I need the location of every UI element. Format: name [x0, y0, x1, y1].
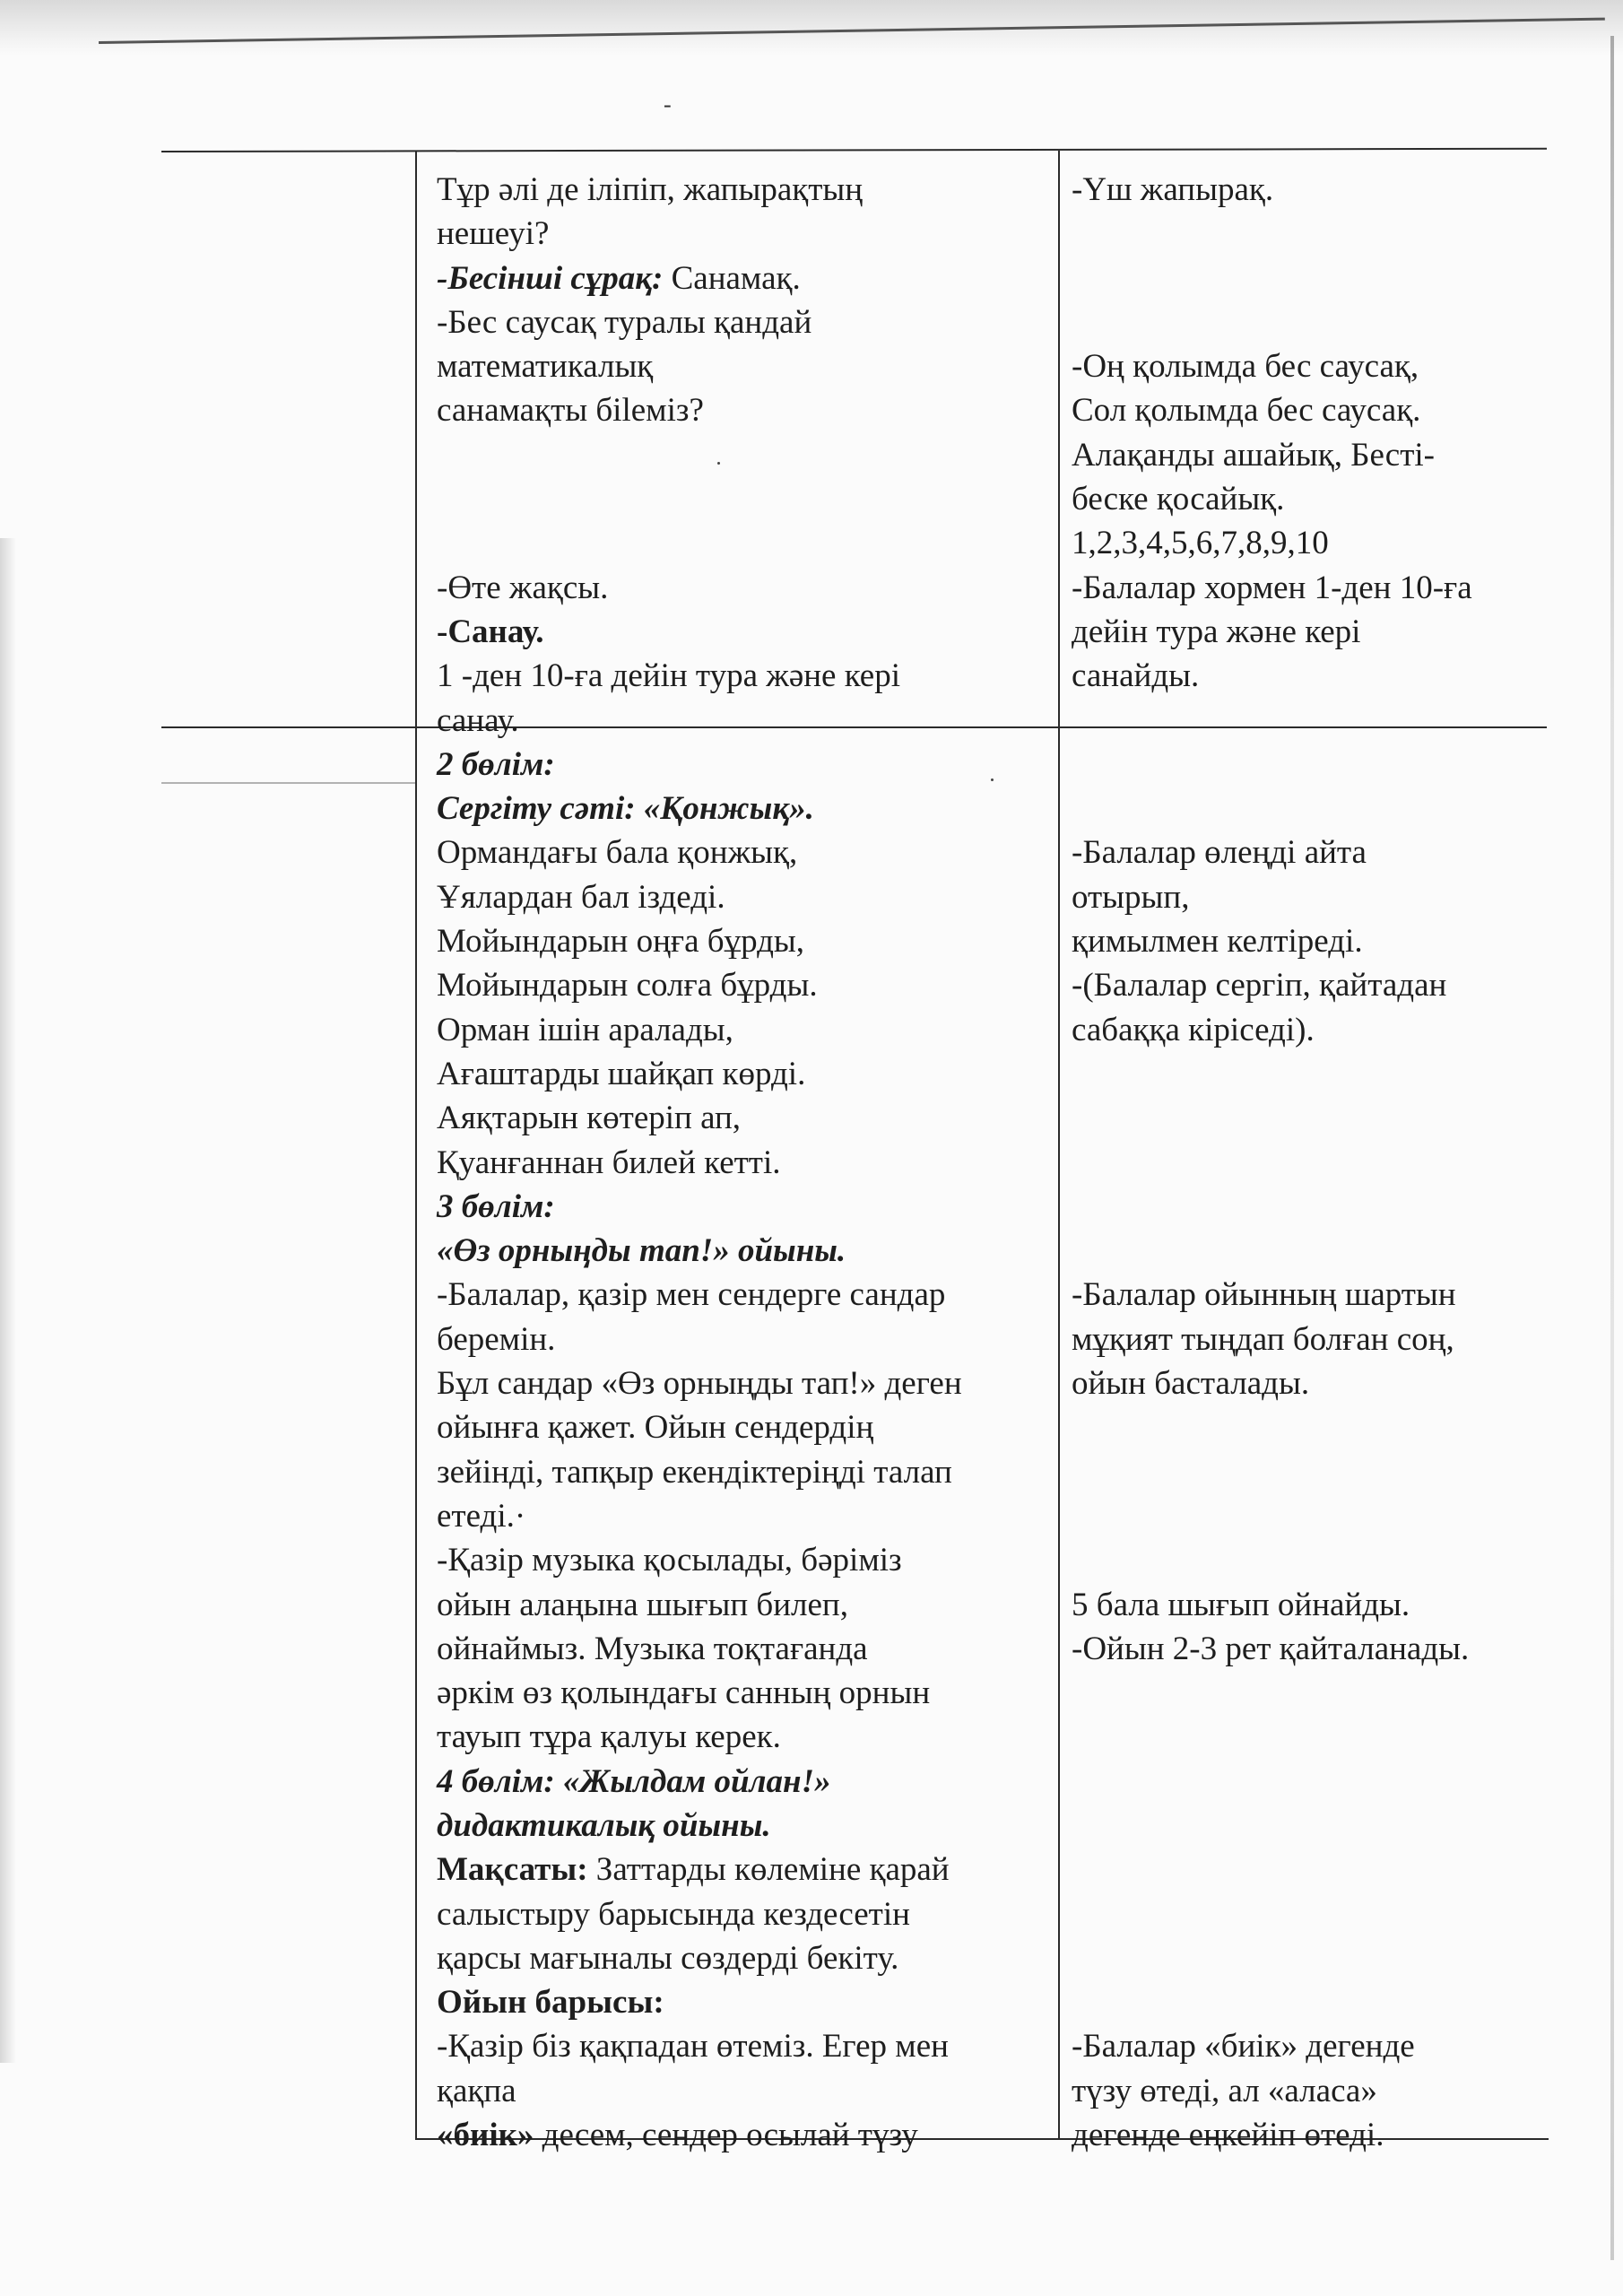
- right-text-line: [1072, 1141, 1472, 1185]
- right-text-line: [1072, 1229, 1472, 1273]
- left-text-line: Аяқтарын көтеріп ап,: [437, 1100, 742, 1137]
- right-text-line: [1072, 1804, 1472, 1848]
- right-text-line: -Ойын 2-3 рет қайталанады.: [1072, 1630, 1470, 1667]
- right-text-line: сабаққа кіріседі).: [1072, 1011, 1315, 1048]
- left-text-line: [437, 2113, 962, 2157]
- left-text-line: [437, 257, 962, 300]
- right-text-line: [1072, 1052, 1472, 1096]
- scan-speck: [991, 778, 994, 781]
- right-text-line: [1072, 787, 1472, 831]
- left-text-line: Мойындарын оңға бұрды,: [437, 923, 805, 961]
- children-activity-column: [1072, 168, 1472, 2157]
- left-text-line: -Қазір біз қақпадан өтеміз. Егер мен: [437, 2028, 949, 2066]
- right-text-line: 5 бала шығып ойнайды.: [1072, 1586, 1410, 1623]
- left-text-line: беремін.: [437, 1320, 556, 1358]
- left-text-line: етеді.·: [437, 1497, 526, 1535]
- column-divider-right: [1058, 151, 1060, 2140]
- left-text-line: ойын алаңына шығып билеп,: [437, 1586, 848, 1623]
- right-text-line: [1072, 1185, 1472, 1229]
- left-text-line: математикалық: [437, 348, 654, 386]
- right-text-line: [1072, 1450, 1472, 1494]
- right-text-line: ойын басталады.: [1072, 1365, 1310, 1403]
- teacher-activity-column: [437, 168, 962, 2157]
- left-text-line: -Бес саусақ туралы қандай: [437, 303, 812, 341]
- left-text-line: Ағаштарды шайқап көрді.: [437, 1055, 806, 1092]
- left-text-line: Бұл сандар «Өз орныңды тап!» деген: [437, 1365, 962, 1403]
- left-text-line: ойынға қажет. Ойын сендердің: [437, 1409, 874, 1447]
- line-text: десем, сендер осылай түзу: [534, 2117, 918, 2154]
- right-text-line: түзу өтеді, ал «аласа»: [1072, 2072, 1377, 2109]
- right-text-line: [1072, 212, 1472, 256]
- right-text-line: отырып,: [1072, 878, 1190, 916]
- left-text-line: Ормандағы бала қонжық,: [437, 834, 798, 872]
- right-text-line: [1072, 1538, 1472, 1582]
- left-text-line: Мойындарын солға бұрды.: [437, 967, 818, 1004]
- left-text-line: Тұр әлі де іліпіп, жапырақтың: [437, 171, 864, 208]
- right-text-line: дейін тура және кері: [1072, 613, 1361, 650]
- right-text-line: -(Балалар сергіп, қайтадан: [1072, 967, 1447, 1004]
- left-text-line: қақпа: [437, 2072, 516, 2109]
- right-text-line: [1072, 1715, 1472, 1759]
- left-text-line: «Өз орныңды тап!» ойыны.: [437, 1232, 846, 1270]
- line-label: Мақсаты:: [437, 1851, 588, 1889]
- right-text-line: -Балалар хормен 1-ден 10-ға: [1072, 569, 1472, 606]
- right-text-line: [1072, 743, 1472, 787]
- right-text-line: -Балалар «биік» дегенде: [1072, 2028, 1415, 2066]
- right-text-line: [1072, 1096, 1472, 1140]
- left-text-line: -Қазір музыка қосылады, бәріміз: [437, 1542, 902, 1579]
- page-right-edge: [1610, 36, 1614, 2260]
- left-text-line: тауып тұра қалуы керек.: [437, 1718, 781, 1756]
- right-text-line: [1072, 1848, 1472, 1892]
- right-text-line: [1072, 1671, 1472, 1715]
- left-text-line: 1 -ден 10-ға дейін тура және кері: [437, 657, 900, 695]
- left-text-line: Сергіту сәті: «Қонжық».: [437, 790, 814, 828]
- right-text-line: санайды.: [1072, 657, 1200, 695]
- right-text-line: [1072, 1892, 1472, 1936]
- right-text-line: [1072, 1405, 1472, 1449]
- column-divider-left: [415, 151, 417, 2140]
- left-text-line: зейінді, тапқыр екендіктеріңді талап: [437, 1453, 952, 1491]
- left-text-line: [437, 521, 962, 565]
- table-top-border: [161, 148, 1547, 152]
- left-text-line: -Санау.: [437, 613, 544, 650]
- left-text-line: санамақты біleміз?: [437, 392, 704, 430]
- right-text-line: [1072, 699, 1472, 743]
- left-text-line: 4 бөлім: «Жылдам ойлан!»: [437, 1762, 831, 1800]
- left-margin-rule: [161, 782, 415, 784]
- page-mark: -: [664, 91, 672, 117]
- line-text: Заттарды көлеміне қарай: [587, 1851, 950, 1889]
- left-text-line: 3 бөлім:: [437, 1187, 555, 1225]
- left-text-line: дидактикалық ойыны.: [437, 1806, 771, 1844]
- left-text-line: [437, 1848, 962, 1892]
- left-text-line: қарсы мағыналы сөздерді бекіту.: [437, 1939, 899, 1977]
- left-text-line: салыстыру барысында кездесетін: [437, 1895, 910, 1933]
- left-text-line: Ұялардан бал іздеді.: [437, 878, 725, 916]
- left-text-line: ойнаймыз. Музыка тоқтағанда: [437, 1630, 868, 1667]
- left-text-line: нешеуі?: [437, 215, 550, 253]
- right-text-line: 1,2,3,4,5,6,7,8,9,10: [1072, 525, 1329, 562]
- scan-left-shadow: [0, 538, 16, 2063]
- right-text-line: -Балалар ойынның шартын: [1072, 1276, 1456, 1314]
- left-text-line: әркім өз қолындағы санның орнын: [437, 1674, 931, 1712]
- left-text-line: -Балалар, қазір мен сендерге сандар: [437, 1276, 946, 1314]
- right-text-line: Алақанды ашайық, Бесті-: [1072, 436, 1435, 474]
- right-text-line: [1072, 1980, 1472, 2024]
- right-text-line: мұқият тыңдап болған соң,: [1072, 1320, 1454, 1358]
- line-label: -Бесінші сұрақ:: [437, 259, 664, 297]
- right-text-line: Сол қолымда бес саусақ.: [1072, 392, 1421, 430]
- right-text-line: [1072, 1936, 1472, 1980]
- left-text-line: -Өте жақсы.: [437, 569, 609, 606]
- right-text-line: [1072, 300, 1472, 344]
- right-text-line: дегенде еңкейіп өтеді.: [1072, 2117, 1384, 2154]
- right-text-line: беске қосайық.: [1072, 481, 1285, 518]
- left-text-line: [437, 433, 962, 477]
- right-text-line: [1072, 257, 1472, 300]
- left-text-line: Қуанғаннан билей кетті.: [437, 1144, 781, 1181]
- left-text-line: 2 бөлім:: [437, 745, 555, 783]
- right-text-line: -Оң қолымда бес саусақ,: [1072, 348, 1419, 386]
- left-text-line: Ойын барысы:: [437, 1984, 664, 2022]
- right-text-line: [1072, 1760, 1472, 1804]
- right-text-line: -Үш жапырақ.: [1072, 171, 1274, 208]
- right-text-line: -Балалар өлеңді айта: [1072, 834, 1367, 872]
- line-text: Санамақ.: [663, 259, 801, 297]
- left-text-line: санау.: [437, 701, 519, 739]
- right-text-line: қимылмен келтіреді.: [1072, 923, 1363, 961]
- left-text-line: [437, 477, 962, 521]
- right-text-line: [1072, 1494, 1472, 1538]
- left-text-line: Орман ішін аралады,: [437, 1011, 733, 1048]
- line-label: «биік»: [437, 2117, 534, 2154]
